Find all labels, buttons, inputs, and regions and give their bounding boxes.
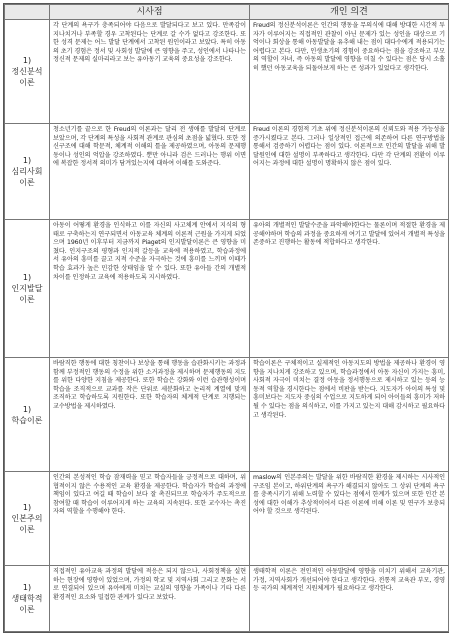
table-row (5, 20, 449, 124)
opinion-text: 학습이론은 구체적이고 실제적인 아동지도의 방법을 제공하나 환경이 영향을 지나치게 강조하고 있으며, 학습과정에서 아동 자신이 가지는 흥미, 사회적 자극이 미치는 결정 아동을 정서행동으로 제시하고 있는 등의 능동적 역할을 경시한다는 점에서 비판을 받는다. 지도자가 아이의 특성 및 흥미보다는 지도자 중심의 수업으로 지도하게 되어 아이들의 흥미가 저하될 수 있다는 점을 의식하고, 이를 가지고 있는지 대해 감시하고 필요하다고 생각된다. (253, 360, 445, 419)
implications-cell (50, 472, 250, 566)
theory-cell (5, 220, 50, 358)
opinion-text: Freud의 정신분석이론은 인간의 행동을 무의식에 대해 방대한 시간적 투자가 이루어지는 직접적인 관찰이 아닌 문제가 있는 성인을 대상으로 기억이나 회상을 통해 아동발달을 유추해 내는 점이 대다수에게 적용되기는 어렵다고 본다. 다만, 인생초기의 경험이 중요하다는 점을 강조하고 부모의 역할이 자녀, 즉 아동의 발달에 영향을 미칠 수 있다는 점은 당시 소홀히 했던 아동교육을 되돌아보게 하는 큰 성과가 있었다고 생각한다. (253, 22, 445, 72)
opinion-text: maslow의 인본주의는 발달을 위한 바람직한 환경을 제시하는 시사적인 구조임 본이고, 하위단계의 욕구가 해결되지 않아도 그 상위 단계의 욕구를 충족시키기 위해 노력할 수 있다는 점에서 한계가 있으며 또한 인간 본성에 대한 이해가 추상적이어서 다른 이론에 비해 이론 및 연구가 보충되어야 할 것으로 생각된다. (253, 474, 445, 516)
theory-cell (5, 472, 50, 566)
theory-name: 1) 인지발달 이론 (11, 273, 43, 304)
implications-text: 바람직한 행동에 대한 칭찬이나 보상을 통해 행동을 습관화시키는 과정과 함께 부정적인 행동의 수정을 위한 소거과정을 제시하며 문제행동의 지도를 위한 다양한 지침을 제공한다. 또한 학습은 강화와 이런 습관형성이며 학습을 조직적으로 교과를 작은 단위로 세분화하고 논리적 계열에 맞게 조직하고 학습하도록 지원한다. 또한 학습자의 체계적 단계로 지행되는 교수방법을 제시하였다. (53, 360, 246, 410)
implications-cell (50, 20, 250, 124)
opinion-cell (250, 358, 449, 472)
table-row (5, 220, 449, 358)
theory-name: 1) 생태학적 이론 (11, 583, 43, 614)
header-opinion: 개인 의견 (250, 5, 449, 20)
theory-name: 1) 정신분석 이론 (11, 56, 43, 87)
theory-cell (5, 124, 50, 220)
opinion-text: 생태학적 이론은 전인적인 아동발달에 영향을 미치기 위해서 교육기관, 가정, 지역사회가 개선되어야 한다고 생각한다. 전통적 교육관 부모, 경영 등 국가의 체계적인 지원체계가 필요하다고 생각한다. (253, 568, 445, 593)
header-theory (5, 5, 50, 20)
implications-text: 각 단계의 욕구가 충족되어야 다음으로 발달되다고 보고 있다. 만족감이 지나치거나 부족할 경우 고착된다는 단계로 갈 수가 없다고 강조한다. 또한 성격 문제는 어느 발달 단계에서 고착된 원인이라고 보았다. 특히 아동의 초기 경험은 정서 및 사회성 발달에 큰 영향을 주고, 성인에서 나타나는 정신적 문제의 실마리라고 보는 유아동기 교육의 중요성을 강조한다. (53, 22, 246, 64)
table-row (5, 358, 449, 472)
implications-cell (50, 124, 250, 220)
theory-cell (5, 358, 50, 472)
implications-cell (50, 566, 250, 632)
theory-comparison-table (4, 4, 449, 632)
theory-cell (5, 566, 50, 632)
implications-cell (50, 220, 250, 358)
table-header-row (5, 5, 449, 20)
implications-text: 아동이 어떻게 환경을 인식하고 이를 자신의 사고체계 안에서 지식의 형태로 구축하는지 연구되면서 아동교육 체계의 이론적 근원을 가지게 되었으며 1960년 이후부터 지금까지 Piaget의 인지발달이론은 큰 영향을 미쳤다. 인지구조의 평형과 인지적 갈등을 교육에 적용하였고, 학습과정에서 유아의 흥미를 끌고 지적 수준을 자극하는 것에 흥미를 느끼며 이때가 학습 효과가 높은 민감한 상태임을 알 수 있다. 또한 유아들 간의 개별적 차이를 인정하고 교육에 적용하도록 지시하였다. (53, 222, 246, 281)
opinion-cell (250, 20, 449, 124)
implications-text: 직접적인 유아교육 과정의 발달에 적응은 되지 않으나, 사회정책을 실현하는 현장에 영향이 있었으며, 가정의 학교 및 지역사회 그리고 문화는 서로 연결되어 있으며 유아에게 미치는 교실의 영향을 가족이나 기타 다른 환경적인 요소와 밀접한 관계가 있다고 보았다. (53, 568, 246, 601)
theory-name: 1) 심리사회 이론 (11, 156, 43, 187)
theory-cell (5, 20, 50, 124)
theory-name: 1) 인본주의 이론 (11, 503, 43, 534)
table-row (5, 124, 449, 220)
comparison-document (3, 3, 449, 633)
table-row (5, 472, 449, 566)
implications-text: 인간의 본성적인 학습 잠재력을 믿고 학습자들을 긍정적으로 대하며, 위협적이지 않은 수용적인 교육 환경을 제공한다. 학습자가 학습의 과정에 책임이 있다고 여길 때 학습이 보다 잘 촉진되므로 학습자가 주도적으로 참여할 때 학습이 이루어지게 하는 교육의 지속된다. 또한 교수자는 촉진자의 역할을 수행해야 한다. (53, 474, 246, 516)
table-row (5, 566, 449, 632)
implications-text: 청소년기를 끝으로 한 Freud의 이론과는 달리 전 생애를 발달의 단계로 보았으며, 각 단계의 특성을 사회적 관계로 관심의 초점을 넓혔다. 또한 정신구조에 대해 학문적, 체계적 이해의 틀을 제공하였으며, 아동의 문제행동이나 성인의 억압을 강조하였다. 뿐만 아니라 검은 드러나는 행위 이면에 복잡한 정서적 의미가 담겨있는지에 대하여 이해를 도와준다. (53, 126, 246, 168)
implications-cell (50, 358, 250, 472)
opinion-cell (250, 472, 449, 566)
theory-name: 1) 학습이론 (11, 404, 43, 425)
opinion-text: Freud 이론의 경험적 기초 위에 정신분석이론의 신뢰도와 적용 가능성을 증가시켰다고 본다. 그러나 일상적인 접근에 의존하여 다른 연구방법을 통해서 검증하기 어렵다는 점이 있다. 이론적으로 인간의 발달을 위해 발달원인에 대한 설명이 부족하다고 생각한다. 다만 각 단계의 전환이 이루어지는 과정에 대한 설명이 명확하지 않은 점이 있다. (253, 126, 445, 168)
opinion-cell (250, 220, 449, 358)
opinion-text: 유아의 개별적인 발달수준을 파악해야한다는 물론이며 적절한 환경을 제공해야하며 학습의 과정을 중요하게 여기고 발달에 있어서 개별적 특성을 존중하고 진행하는 활동에 적합하다고 생각한다. (253, 222, 445, 247)
opinion-cell (250, 566, 449, 632)
header-implications: 시사점 (50, 5, 250, 20)
opinion-cell (250, 124, 449, 220)
